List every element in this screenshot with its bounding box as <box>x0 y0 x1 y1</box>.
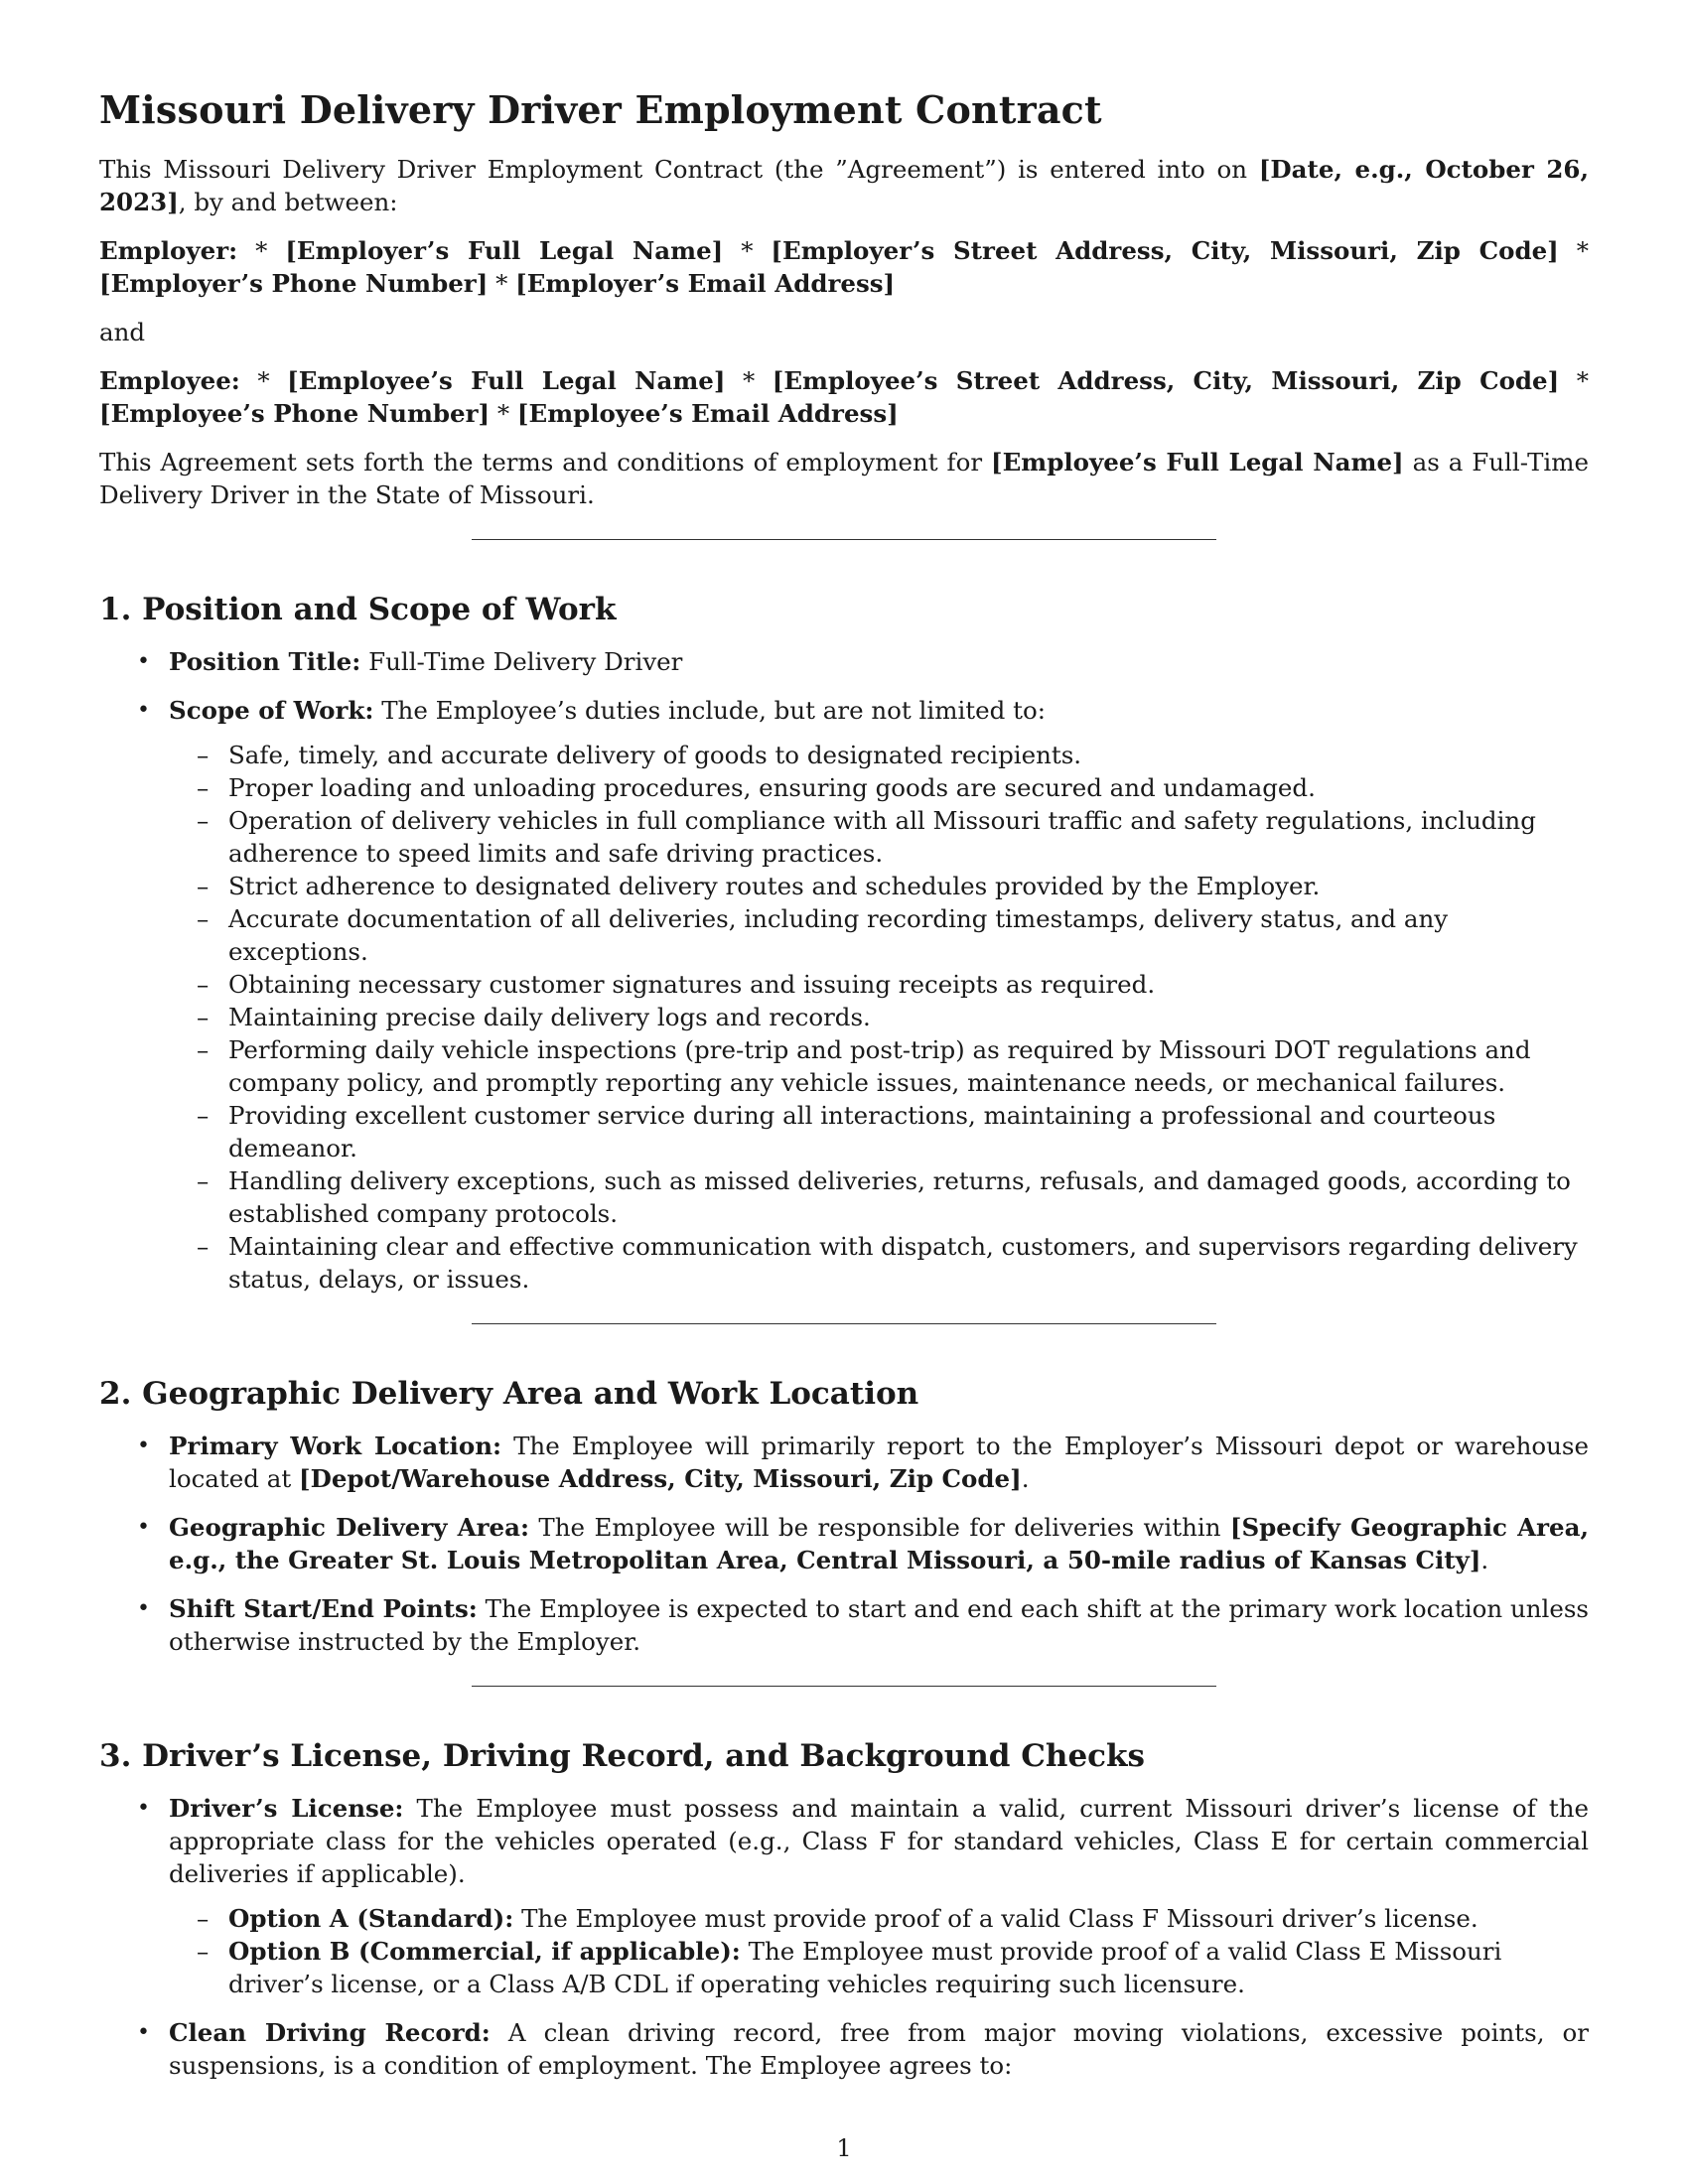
option-b-text: The Employee must provide proof of a valid Class E Missouri driver’s license, or a Class A/B CDL if operating vehicles requiring such licensure. <box>228 1937 1502 1998</box>
employer-paragraph <box>99 234 1589 300</box>
duty-item <box>169 902 1589 968</box>
duty-text: Proper loading and unloading procedures, ensuring goods are secured and undamaged. <box>228 773 1316 802</box>
position-label: Position Title: <box>169 647 361 676</box>
intro-date-placeholder: [Date, e.g., October 26, 2023] <box>99 155 1589 216</box>
primary-location-text: The Employee will primarily report to the Employer’s Missouri depot or warehouse located at <box>169 1432 1589 1493</box>
employee-sep-3: * <box>1559 366 1589 395</box>
option-a-text: The Employee must provide proof of a valid Class F Missouri driver’s license. <box>513 1904 1478 1933</box>
duty-item <box>169 1099 1589 1164</box>
duty-text: Accurate documentation of all deliveries, including recording timestamps, delivery status, and any exceptions. <box>228 904 1449 966</box>
duty-text: Performing daily vehicle inspections (pre-trip and post-trip) as required by Missouri DOT regulations and company policy, and promptly reporting any vehicle issues, maintenance needs, or mechanical failures. <box>228 1035 1531 1097</box>
duty-item <box>169 968 1589 1001</box>
employer-email-placeholder: [Employer’s Email Address] <box>515 269 896 298</box>
employer-sep-1: * <box>237 236 286 265</box>
employer-name-placeholder: [Employer’s Full Legal Name] <box>285 236 724 265</box>
list-item <box>99 2016 1589 2082</box>
section-2-heading: 2. Geographic Delivery Area and Work Location <box>99 1376 919 1412</box>
employer-sep-2: * <box>723 236 772 265</box>
primary-location-end: . <box>1021 1464 1030 1493</box>
list-item <box>99 1430 1589 1495</box>
terms-intro-text-a: This Agreement sets forth the terms and conditions of employment for <box>99 448 992 477</box>
duty-text: Obtaining necessary customer signatures and issuing receipts as required. <box>228 970 1156 999</box>
list-item <box>99 694 1589 1296</box>
depot-address-placeholder: [Depot/Warehouse Address, City, Missouri, Zip Code] <box>298 1464 1022 1493</box>
duty-item <box>169 739 1589 771</box>
list-item <box>99 1792 1589 2000</box>
employee-paragraph <box>99 364 1589 430</box>
bullet-icon: • <box>137 1515 150 1540</box>
intro-text-a: This Missouri Delivery Driver Employment Contract (the ”Agreement”) is entered into on <box>99 155 1259 184</box>
dash-icon: – <box>197 1003 210 1031</box>
section-2-list <box>99 1430 1589 1658</box>
list-item <box>99 645 1589 678</box>
duty-text: Maintaining clear and effective communication with dispatch, customers, and supervisors regarding delivery status, delays, or issues. <box>228 1232 1578 1294</box>
section-3-list <box>99 1792 1589 2082</box>
license-text: The Employee must possess and maintain a valid, current Missouri driver’s license of the appropriate class for the vehicles operated (e.g., Class F for standard vehicles, Class E for certain commercial deliveries if applicable). <box>169 1794 1589 1888</box>
duty-text: Providing excellent customer service during all interactions, maintaining a professional and courteous demeanor. <box>228 1101 1496 1162</box>
terms-intro-paragraph <box>99 446 1589 511</box>
page-number: 1 <box>836 2134 852 2162</box>
duty-text: Handling delivery exceptions, such as missed deliveries, returns, refusals, and damaged goods, according to established company protocols. <box>228 1166 1571 1228</box>
bullet-icon: • <box>137 2020 150 2045</box>
duty-item <box>169 1230 1589 1296</box>
license-options-list <box>169 1902 1589 2000</box>
duty-item <box>169 1033 1589 1099</box>
section-1-list <box>99 645 1589 1296</box>
delivery-area-end: . <box>1480 1546 1489 1574</box>
employee-sep-4: * <box>490 399 517 428</box>
scope-text: The Employee’s duties include, but are not limited to: <box>373 696 1046 725</box>
dash-icon: – <box>197 1937 210 1966</box>
shift-points-text: The Employee is expected to start and end each shift at the primary work location unless otherwise instructed by the Employer. <box>169 1594 1589 1656</box>
bullet-icon: • <box>137 1596 150 1621</box>
duty-item <box>169 870 1589 902</box>
and-text: and <box>99 318 146 346</box>
employee-name-placeholder: [Employee’s Full Legal Name] <box>287 366 726 395</box>
section-3-heading: 3. Driver’s License, Driving Record, and Background Checks <box>99 1738 1145 1774</box>
dash-icon: – <box>197 741 210 769</box>
option-b-label: Option B (Commercial, if applicable): <box>228 1937 741 1966</box>
employee-sep-1: * <box>239 366 288 395</box>
section-divider <box>472 1686 1216 1687</box>
document-title: Missouri Delivery Driver Employment Contract <box>99 87 1102 132</box>
record-label: Clean Driving Record: <box>169 2018 491 2047</box>
duty-text: Maintaining precise daily delivery logs and records. <box>228 1003 871 1031</box>
option-item <box>169 1902 1589 1935</box>
bullet-icon: • <box>137 1796 150 1821</box>
dash-icon: – <box>197 1035 210 1064</box>
employee-address-placeholder: [Employee’s Street Address, City, Missouri, Zip Code] <box>772 366 1560 395</box>
intro-paragraph <box>99 153 1589 218</box>
intro-text-b: , by and between: <box>178 188 398 216</box>
duty-item <box>169 1164 1589 1230</box>
dash-icon: – <box>197 904 210 933</box>
employer-sep-4: * <box>488 269 516 298</box>
employer-phone-placeholder: [Employer’s Phone Number] <box>99 269 489 298</box>
duty-text: Strict adherence to designated delivery routes and schedules provided by the Employer. <box>228 872 1321 900</box>
duties-list <box>169 739 1589 1296</box>
scope-label: Scope of Work: <box>169 696 374 725</box>
terms-intro-text-b: as a Full-Time Delivery Driver in the State of Missouri. <box>99 448 1590 509</box>
duty-text: Safe, timely, and accurate delivery of goods to designated recipients. <box>228 741 1082 769</box>
primary-location-label: Primary Work Location: <box>169 1432 502 1460</box>
duty-text: Operation of delivery vehicles in full compliance with all Missouri traffic and safety regulations, including adherence to speed limits and safe driving practices. <box>228 806 1536 868</box>
section-divider <box>472 1323 1216 1324</box>
record-text: A clean driving record, free from major moving violations, excessive points, or suspensions, is a condition of employment. The Employee agrees to: <box>169 2018 1589 2080</box>
bullet-icon: • <box>137 698 150 723</box>
duty-item <box>169 804 1589 870</box>
delivery-area-placeholder: [Specify Geographic Area, e.g., the Greater St. Louis Metropolitan Area, Central Missouri, a 50-mile radius of Kansas City] <box>169 1513 1589 1574</box>
employee-label: Employee: <box>99 366 240 395</box>
employer-label: Employer: <box>99 236 238 265</box>
license-label: Driver’s License: <box>169 1794 404 1823</box>
position-text: Full-Time Delivery Driver <box>360 647 683 676</box>
shift-points-label: Shift Start/End Points: <box>169 1594 478 1623</box>
delivery-area-label: Geographic Delivery Area: <box>169 1513 530 1542</box>
section-1-heading: 1. Position and Scope of Work <box>99 592 617 627</box>
employee-sep-2: * <box>725 366 773 395</box>
employee-phone-placeholder: [Employee’s Phone Number] <box>99 399 491 428</box>
section-divider <box>472 539 1216 540</box>
option-item <box>169 1935 1589 2000</box>
employee-email-placeholder: [Employee’s Email Address] <box>516 399 899 428</box>
employer-sep-3: * <box>1558 236 1589 265</box>
delivery-area-text: The Employee will be responsible for deliveries within <box>529 1513 1230 1542</box>
contract-page <box>99 87 1589 2098</box>
dash-icon: – <box>197 1232 210 1261</box>
employer-address-placeholder: [Employer’s Street Address, City, Missouri, Zip Code] <box>771 236 1559 265</box>
list-item <box>99 1511 1589 1576</box>
dash-icon: – <box>197 806 210 835</box>
list-item <box>99 1592 1589 1658</box>
dash-icon: – <box>197 970 210 999</box>
option-a-label: Option A (Standard): <box>228 1904 514 1933</box>
dash-icon: – <box>197 1101 210 1130</box>
dash-icon: – <box>197 773 210 802</box>
bullet-icon: • <box>137 1433 150 1458</box>
duty-item <box>169 771 1589 804</box>
dash-icon: – <box>197 1904 210 1933</box>
terms-intro-name-placeholder: [Employee’s Full Legal Name] <box>991 448 1404 477</box>
dash-icon: – <box>197 872 210 900</box>
duty-item <box>169 1001 1589 1033</box>
bullet-icon: • <box>137 649 150 674</box>
dash-icon: – <box>197 1166 210 1195</box>
